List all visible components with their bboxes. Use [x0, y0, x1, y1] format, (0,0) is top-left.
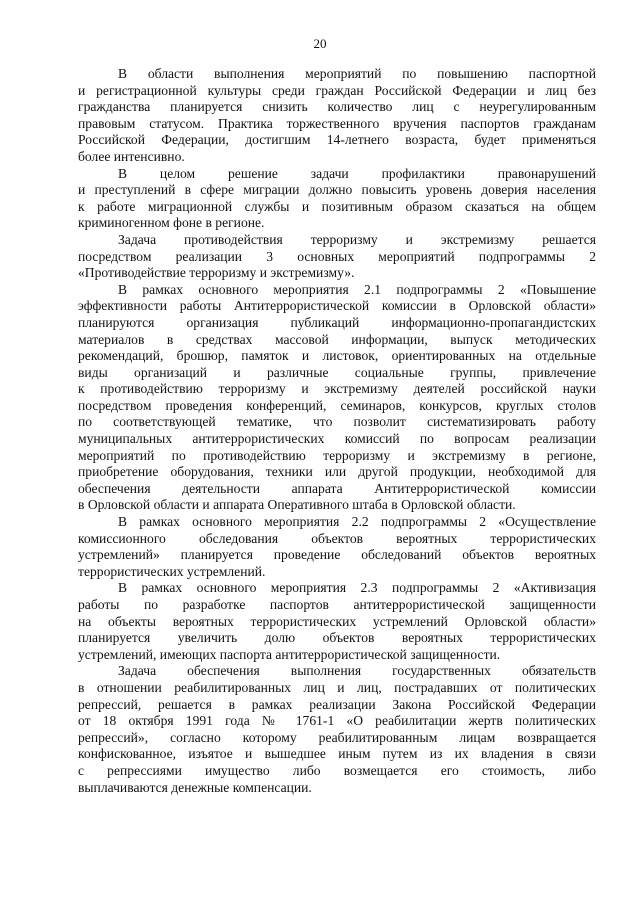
text-line: планируются организация публикаций информационно-пропагандистских [78, 314, 596, 330]
text-line: правовым статусом. Практика торжественного вручения паспортов гражданам [78, 115, 596, 131]
paragraph-3 [78, 232, 596, 282]
text-line: Задача противодействия терроризму и экстремизму решается [118, 231, 596, 247]
text-line: материалов в средствах массовой информации, выпуск методических [78, 331, 596, 347]
text-line: эффективности работы Антитеррористической комиссии в Орловской области» [78, 298, 596, 314]
text-line: и регистрационной культуры среди граждан Российской Федерации и лиц без [78, 82, 596, 98]
text-line: более интенсивно. [78, 148, 185, 164]
text-line: от 18 октября 1991 года № 1761-1 «О реабилитации жертв политических [78, 713, 596, 729]
text-line: в Орловской области и аппарата Оперативного штаба в Орловской области. [78, 497, 516, 513]
text-line: гражданства планируется снизить количество лиц с неурегулированным [78, 99, 596, 115]
text-line: работы по разработке паспортов антитеррористической защищенности [78, 597, 596, 612]
document-body [78, 66, 596, 796]
text-line: устремлений, имеющих паспорта антитеррористической защищенности. [78, 646, 501, 662]
text-line: к противодействию терроризму и экстремизму деятелей российской науки [78, 381, 596, 397]
text-line: В рамках основного мероприятия 2.2 подпрограммы 2 «Осуществление [118, 514, 596, 530]
text-line: муниципальных антитеррористических комиссий по вопросам реализации [78, 431, 596, 447]
text-line: виды организаций и различные социальные группы, привлечение [78, 364, 596, 380]
paragraph-2 [78, 166, 596, 232]
text-line: В рамках основного мероприятия 2.1 подпрограммы 2 «Повышение [118, 281, 596, 297]
paragraph-6 [78, 580, 596, 663]
text-line: устремлений» планируется проведение обследований объектов вероятных [78, 547, 596, 563]
text-line: «Противодействие терроризму и экстремизму». [78, 265, 355, 281]
text-line: выплачиваются денежные компенсации. [78, 779, 312, 795]
text-line: рекомендаций, брошюр, памяток и листовок, ориентированных на отдельные [78, 348, 596, 364]
text-line: и преступлений в сфере миграции должно повысить уровень доверия населения [78, 182, 596, 198]
text-line: приобретение оборудования, техники или другой продукции, необходимой для [78, 464, 596, 480]
paragraph-7 [78, 663, 596, 796]
text-line: по соответствующей тематике, что позволит систематизировать работу [78, 414, 596, 430]
paragraph-5 [78, 514, 596, 580]
text-line: В рамках основного мероприятия 2.3 подпрограммы 2 «Активизация [118, 580, 596, 596]
text-line: В области выполнения мероприятий по повышению паспортной [118, 66, 596, 81]
text-line: В целом решение задачи профилактики правонарушений [118, 165, 596, 181]
text-line: в отношении реабилитированных лиц и лиц, пострадавших от политических [78, 679, 596, 695]
paragraph-4 [78, 282, 596, 514]
text-line: конфискованное, изъятое и вышедшее иным путем из их владения в связи [78, 746, 596, 762]
text-line: репрессий, решается в рамках реализации Закона Российской Федерации [78, 696, 596, 712]
text-line: мероприятий по противодействию терроризму и экстремизму в регионе, [78, 447, 596, 463]
text-line: планируется увеличить долю объектов вероятных террористических [78, 630, 596, 646]
text-line: Российской Федерации, достигшим 14-летнего возраста, будет применяться [78, 132, 596, 148]
text-line: с репрессиями имущество либо возмещается его стоимость, либо [78, 762, 596, 778]
text-line: репрессий», согласно которому реабилитированным лицам возвращается [78, 729, 596, 745]
page-number: 20 [313, 36, 327, 51]
text-line: комиссионного обследования объектов вероятных террористических [78, 530, 596, 546]
paragraph-1 [78, 66, 596, 166]
text-line: обеспечения деятельности аппарата Антитеррористической комиссии [78, 480, 596, 496]
text-line: на объекты вероятных террористических устремлений Орловской области» [78, 613, 596, 629]
text-line: посредством проведения конференций, семинаров, конкурсов, круглых столов [78, 397, 596, 413]
text-line: к работе миграционной службы и позитивным образом сказаться на общем [78, 198, 596, 214]
text-line: посредством реализации 3 основных мероприятий подпрограммы 2 [78, 248, 596, 264]
text-line: криминогенном фоне в регионе. [78, 215, 265, 231]
text-line: Задача обеспечения выполнения государственных обязательств [118, 663, 596, 679]
text-line: террористических устремлений. [78, 563, 266, 579]
